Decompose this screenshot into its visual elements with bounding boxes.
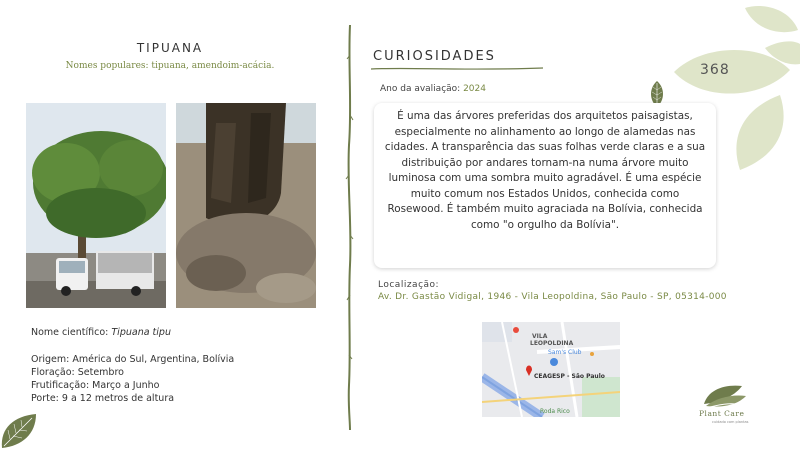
- fruiting: Frutificação: Março a Junho: [31, 380, 160, 391]
- curiosities-text: É uma das árvores preferidas dos arquitetos paisagistas, especialmente no alinhamento ao longo de alamedas nas cidades. A transparência das suas folhas verde claras e a sua distribuição por andares tornam-na numa árvore muito luminosa com uma sombra muito agradável. É uma espécie muito comum nos Estados Unidos, conhecida como Rosewood. É também muito agraciada na Bolívia, conhecida como "o orgulho da Bolívia".: [384, 110, 706, 231]
- location-map[interactable]: [482, 322, 620, 417]
- number-badge-leaf: [672, 40, 792, 110]
- scientific-name: [31, 327, 171, 339]
- logo-name: Plant Care: [699, 409, 745, 418]
- location-label: Localização:: [378, 280, 440, 290]
- trunk-photo: [176, 103, 316, 308]
- decorative-leaf-bottom-left: [0, 408, 40, 450]
- evaluation-year-label: Ano da avaliação:: [380, 84, 464, 94]
- map-label-district-2: LEOPOLDINA: [530, 340, 574, 347]
- map-label-store: Sam's Club: [548, 349, 582, 356]
- map-label-pin: CEAGESP - São Paulo: [534, 373, 605, 380]
- flowering: Floração: Setembro: [31, 367, 124, 378]
- origin: Origem: América do Sul, Argentina, Bolívia: [31, 354, 235, 365]
- curiosities-card: [374, 103, 716, 268]
- species-number: 368: [700, 62, 730, 78]
- curiosities-title: CURIOSIDADES: [373, 49, 496, 64]
- evaluation-year-value: 2024: [463, 84, 486, 94]
- evaluation-year: [380, 84, 486, 94]
- species-title: TIPUANA: [136, 41, 204, 55]
- map-label-district-1: VILA: [532, 333, 548, 340]
- location-address: Av. Dr. Gastão Vidigal, 1946 - Vila Leopoldina, São Paulo - SP, 05314-000: [378, 292, 727, 302]
- tree-photo: [26, 103, 166, 308]
- map-graphic: [482, 322, 620, 417]
- scientific-name-value: Tipuana tipu: [111, 327, 171, 338]
- popular-names: Nomes populares: tipuana, amendoim-acácia.: [65, 61, 275, 71]
- vertical-divider: [344, 25, 356, 430]
- logo-tagline: cuidado com plantas: [712, 420, 749, 424]
- title-underline: [371, 66, 543, 72]
- scientific-name-label: Nome científico:: [31, 327, 112, 338]
- map-label-bottom: Roda Rico: [540, 408, 570, 415]
- tree-size: Porte: 9 a 12 metros de altura: [31, 393, 175, 404]
